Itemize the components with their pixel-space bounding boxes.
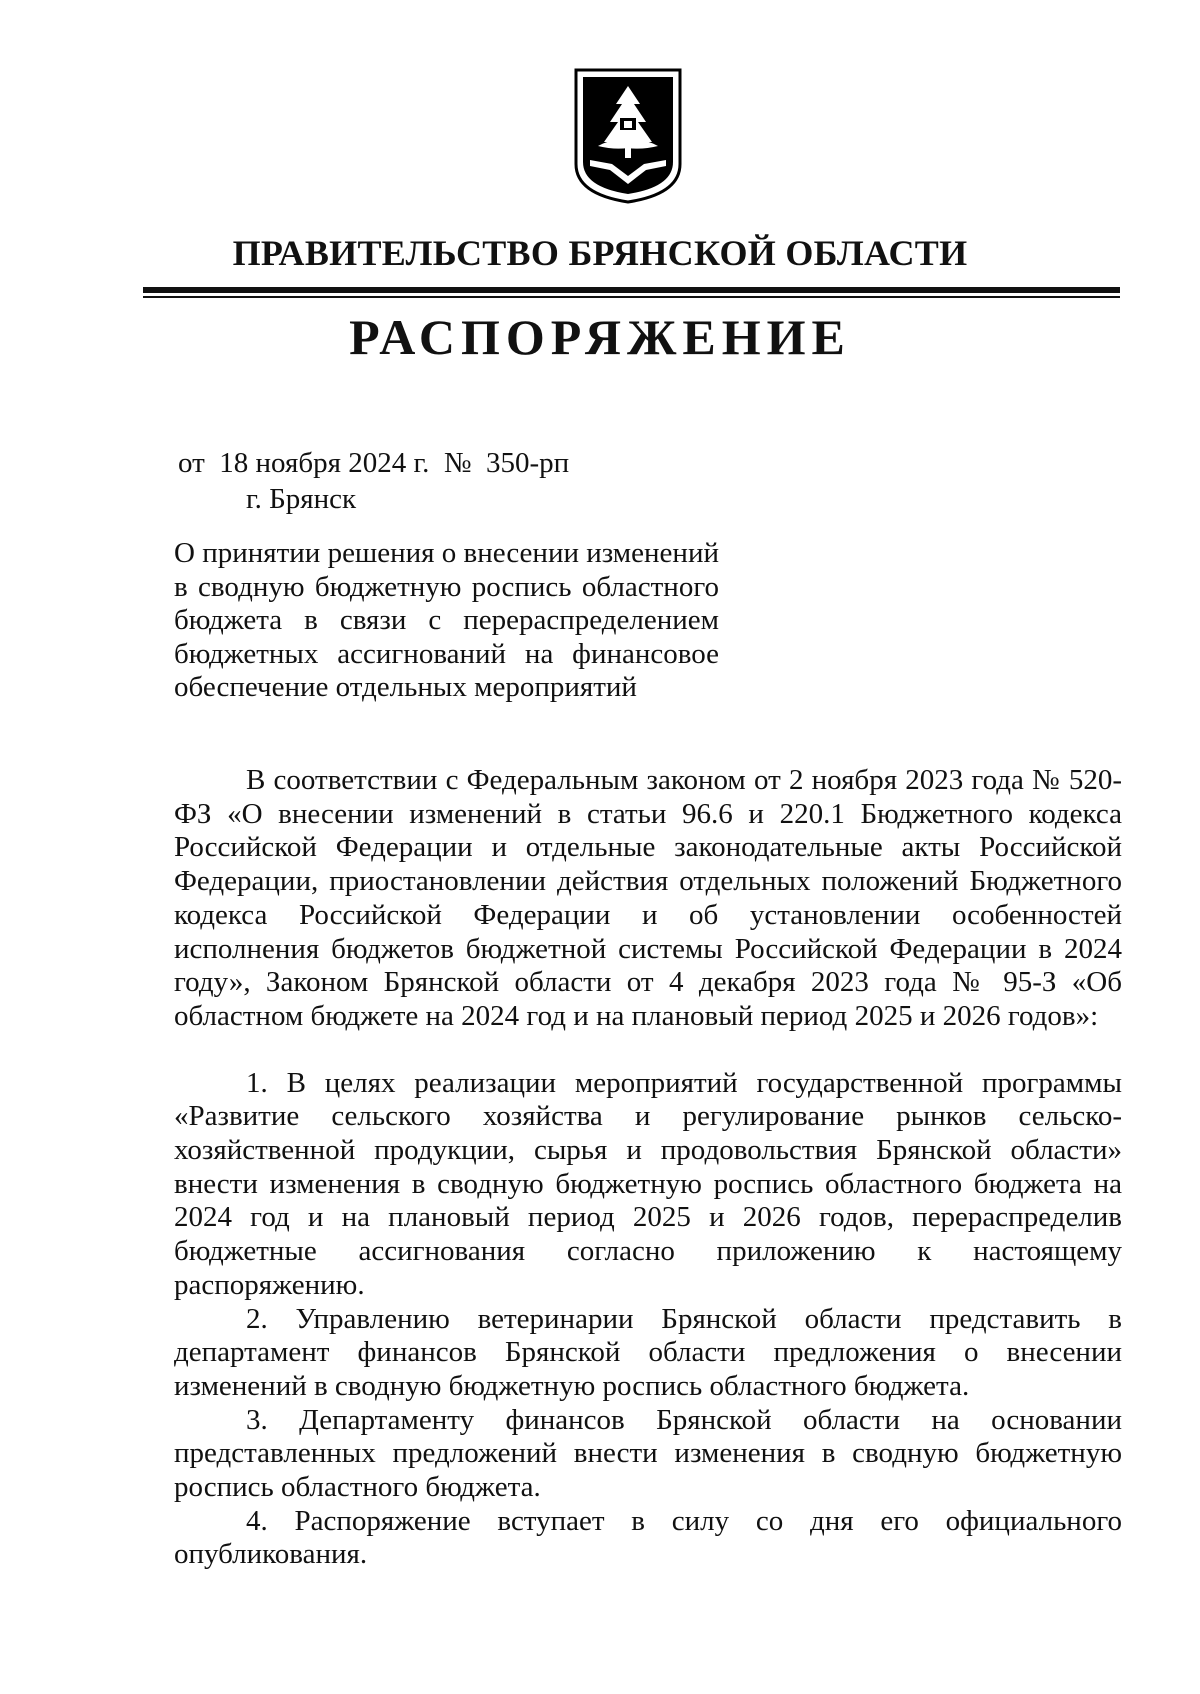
header-divider-thick xyxy=(143,287,1120,293)
item-paragraph-1: 1. В целях реализации мероприятий государственной программы «Развитие сельского хозяйства и регулирование рынков сельско-хозяйственной продукции, сырья и продовольствия Брянской области» внести изменения в сводную бюджетную роспись областного бюджета на 2024 год и на плановый период 2025 и 2026 годов, перераспределив бюджетные ассигнования согласно приложению к настоящему распоряжению. xyxy=(174,1066,1122,1301)
header-divider-thin xyxy=(143,296,1120,298)
item-paragraph-4: 4. Распоряжение вступает в силу со дня его официального опубликования. xyxy=(174,1504,1122,1571)
preamble-paragraph: В соответствии с Федеральным законом от 2 ноября 2023 года № 520-ФЗ «О внесении изменений в статьи 96.6 и 220.1 Бюджетного кодекса Российской Федерации и отдельные законодательные акты Российской Федерации, приостановлении действия отдельных положений Бюджетного кодекса Российской Федерации и об установлении особенностей исполнения бюджетов бюджетной системы Российской Федерации в 2024 году», Законом Брянской области от 4 декабря 2023 года № 95-З «Об областном бюджете на 2024 год и на плановый период 2025 и 2026 годов»: xyxy=(174,764,1122,1032)
document-body xyxy=(174,764,1122,1572)
item-paragraph-2: 2. Управлению ветеринарии Брянской области представить в департамент финансов Брянской области предложения о внесении изменений в сводную бюджетную роспись областного бюджета. xyxy=(174,1302,1122,1402)
document-type-title: РАСПОРЯЖЕНИЕ xyxy=(349,309,851,365)
document-city: г. Брянск xyxy=(246,483,357,515)
document-date-number: от 18 ноября 2024 г. № 350-рп xyxy=(178,447,570,479)
organization-title: ПРАВИТЕЛЬСТВО БРЯНСКОЙ ОБЛАСТИ xyxy=(232,233,968,273)
document-subject: О принятии решения о внесении изменений в сводную бюджетную роспись областного бюджета в связи с перераспределением бюджетных ассигнований на финансовое обеспечение отдельных мероприятий xyxy=(174,537,719,703)
bryansk-coat-of-arms-icon xyxy=(572,68,684,204)
item-paragraph-3: 3. Департаменту финансов Брянской области на основании представленных предложений внести изменения в сводную бюджетную роспись областного бюджета. xyxy=(174,1403,1122,1504)
